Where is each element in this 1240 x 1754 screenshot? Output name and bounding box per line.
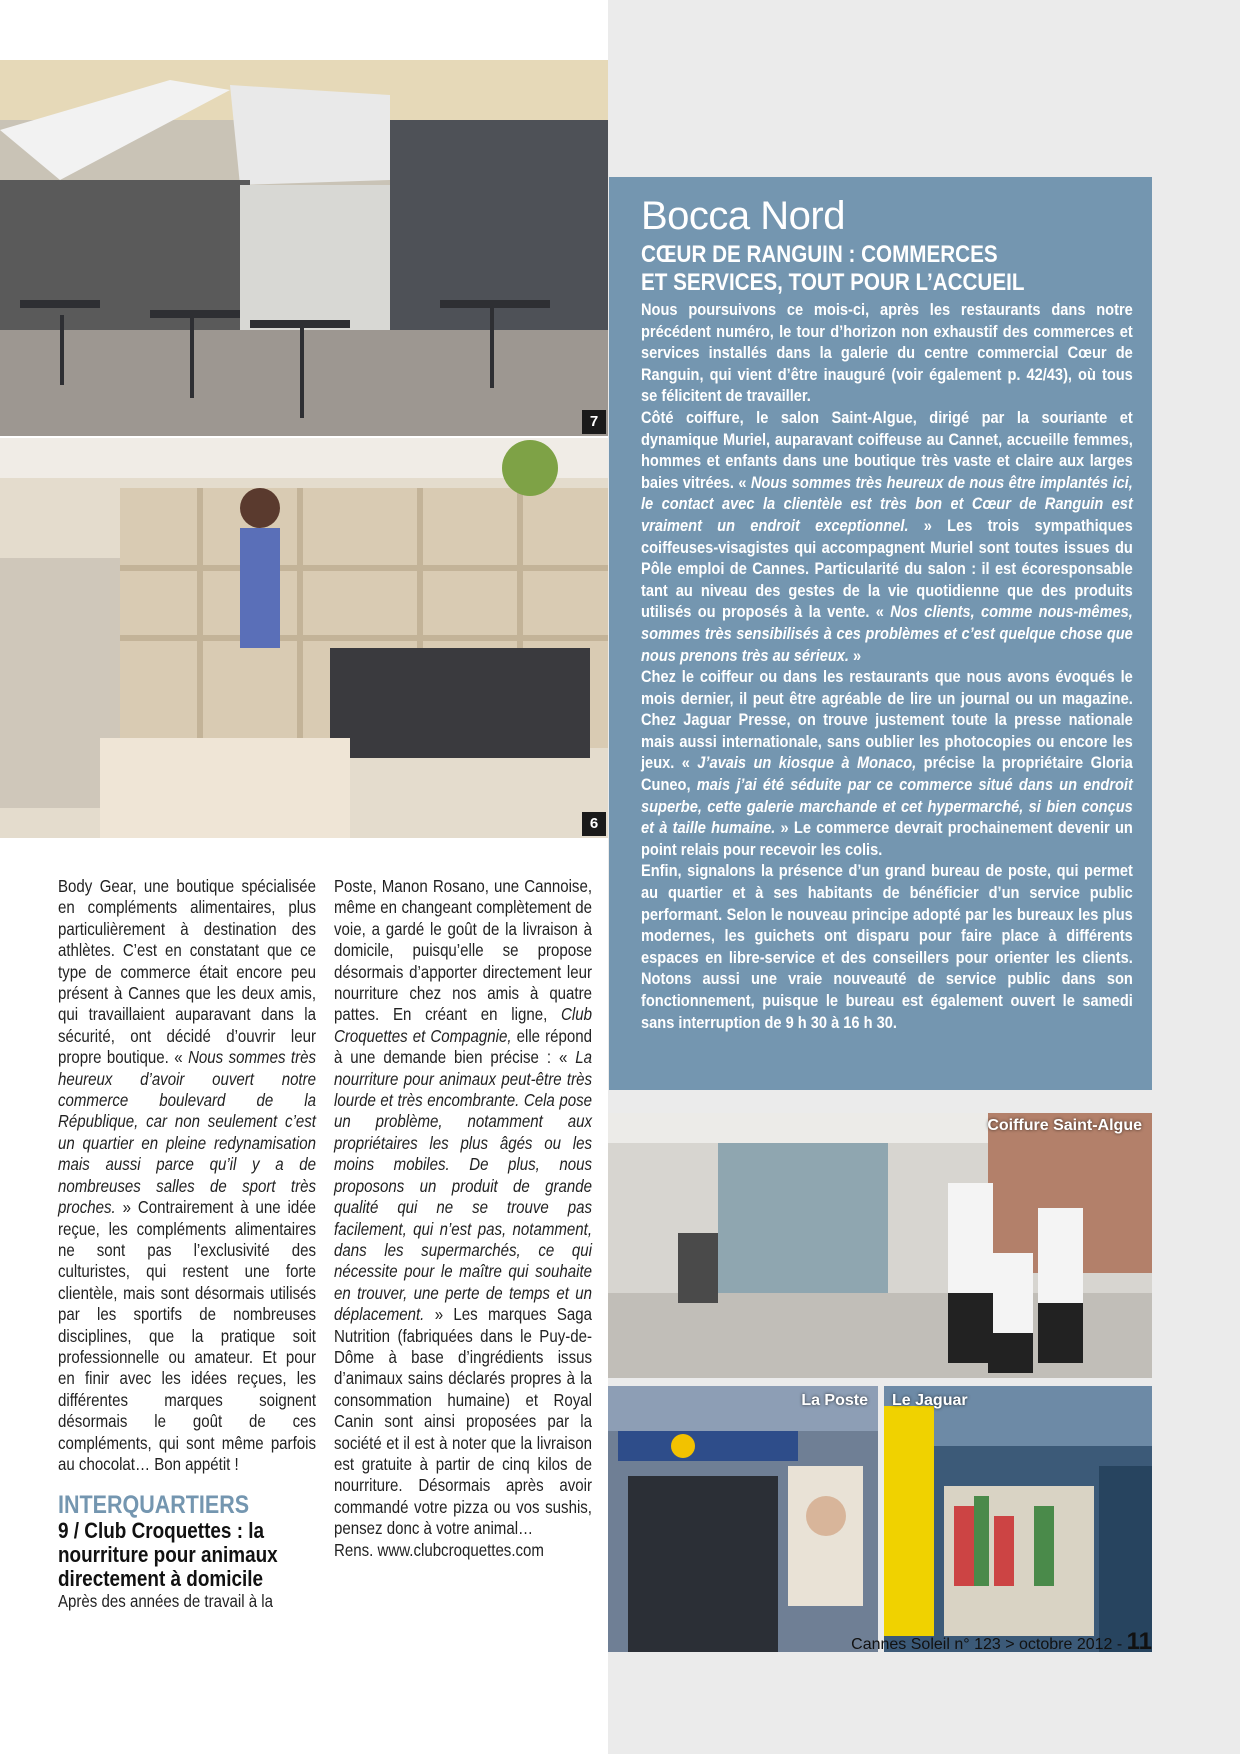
photo-clothing-shop [0,438,608,838]
restaurant-terrace-image [0,60,608,436]
sidebar-paragraph [641,666,1133,860]
footer-separator: > [1000,1636,1019,1653]
photo-la-poste [608,1386,878,1652]
photo-salon-saint-algue [608,1113,1152,1378]
page-number: 11 [1126,1628,1152,1655]
photo-caption: La Poste [801,1392,868,1409]
text-run: » [848,645,862,665]
photo-le-jaguar [884,1386,1152,1652]
quote-run: Nous sommes très heureux de nous être implantés ici, le contact avec la clientèle est très bon et Cœur de Ranguin est vraiment un endroit exceptionnel. [641,472,1133,535]
bocca-nord-sidebar [609,177,1152,1090]
text-run: précise la propriétaire Gloria Cuneo, [641,753,1133,795]
la-poste-image [608,1386,878,1652]
article-paragraph [58,876,316,1475]
sidebar-subtitle-line-2: ET SERVICES, TOUT POUR L’ACCUEIL [641,269,1025,296]
article-paragraph [334,876,592,1540]
photo-caption: Le Jaguar [892,1392,968,1409]
sidebar-paragraph [641,407,1133,666]
clothing-shop-image [0,438,608,838]
article-paragraph: Après des années de travail à la [58,1591,274,1612]
section-title: 9 / Club Croquettes : la nourriture pour animaux directement à domicile [58,1518,278,1592]
publication-date: octobre 2012 - [1019,1636,1127,1653]
sidebar-paragraph: Enfin, signalons la présence d’un grand bureau de poste, qui permet au quartier et à ses habitants de bénéficier d’un service public performant. Selon le nouveau principe adopté par les bureaux les plus modernes, les guichets ont disparu pour faire place à différents espaces en libre-service et des conseillers pour orienter les clients. Notons aussi une vraie nouveauté de service public dans son fonctionnement, puisque le bureau est également ouvert le samedi sans interruption de 9 h 30 à 16 h 30. [641,861,1133,1032]
text-run: » Les marques Saga Nutrition (fabriquées dans le Puy-de-Dôme à base d’ingrédients issus d’animaux sains déclarés propres à la consommation humaine) et Royal Canin sont ainsi proposées par la société et il est à noter que la livraison est gratuite à partir de cinq kilos de nourriture. Désormais après avoir commandé votre pizza ou vos sushis, pensez donc à votre animal… [334,1304,592,1539]
photo-caption: Coiffure Saint-Algue [987,1117,1142,1134]
text-run: Body Gear, une boutique spécialisée en compléments alimentaires, plus particulièrement à destination des athlètes. C’est en constatant que ce type de commerce était encore peu présent à Cannes que les deux amis, qui travaillaient auparavant dans la sécurité, ont décidé d’ouvrir leur propre boutique. « [58,876,316,1068]
quote-run: Nous sommes très heureux d’avoir ouvert notre commerce boulevard de la République, car non seulement c’est un quartier en pleine redynamisation mais aussi parce qu’il y a de nombreuses salles de sport très proches. [58,1047,316,1218]
article-column-1 [58,876,316,1613]
publication-name: Cannes Soleil n° 123 [851,1636,1001,1653]
sidebar-subtitle-line-1: CŒUR DE RANGUIN : COMMERCES [641,241,998,268]
quote-run: J’avais un kiosque à Monaco, [689,753,917,773]
quote-run: Nos clients, comme nous-mêmes, sommes très sensibilisés à ces problèmes et c’est quelque chose que nous prenons très au sérieux. [641,602,1133,665]
quote-run: mais j’ai été séduite par ce commerce situé dans un endroit superbe, cette galerie marchande et cet hypermarché, si bien conçus et à taille humaine. [641,775,1133,838]
page-footer [851,1628,1152,1656]
sidebar-subtitle [641,241,1133,297]
photo-number-badge: 7 [582,410,606,434]
website-reference: Rens. www.clubcroquettes.com [334,1539,544,1560]
italic-run: Club Croquettes et Compagnie, [334,1004,593,1046]
text-run: » Les trois sympathiques coiffeuses-visagistes qui accompagnent Muriel sont toutes issues du Pôle emploi de Cannes. Particularité du salon : il est écoresponsable tant au niveau des gestes de la vie quotidienne que des produits utilisés ou proposés à la vente. « [641,515,1133,622]
sidebar-paragraph: Nous poursuivons ce mois-ci, après les restaurants dans notre précédent numéro, le tour d’horizon non exhaustif des commerces et services installés dans la galerie du centre commercial Cœur de Ranguin, qui vient d’être inauguré (voir également p. 42/43), où tous se félicitent de travailler. [641,300,1133,406]
text-run: Poste, Manon Rosano, une Cannoise, même en changeant complètement de voie, a gardé le goût de la livraison à domicile, puisqu’elle se propose désormais d’apporter directement leur nourriture chez nos amis à quatre pattes. En créant en ligne, [334,876,592,1025]
sidebar-body [641,299,1133,1033]
text-run: Chez le coiffeur ou dans les restaurants que nous avons évoqués le mois dernier, il peut être agréable de lire un journal ou un magazine. Chez Jaguar Presse, on trouve justement toute la presse nationale mais aussi internationale, sans oublier les photocopies ou encore les jeux. « [641,667,1133,773]
text-run: » Contrairement à une idée reçue, les compléments alimentaires ne sont pas l’exclusivité des culturistes, qui restent une forte clientèle, mais sont désormais utilisés par les sportifs de nombreuses disciplines, que la pratique soit professionnelle ou amateur. Et pour en finir avec les idées reçues, les différentes marques soignent désormais le goût de ces compléments, qui sont même parfois au chocolat… Bon appétit ! [58,1197,316,1474]
le-jaguar-image [884,1386,1152,1652]
text-run: » Le commerce devrait prochainement devenir un point relais pour recevoir les colis. [641,818,1133,859]
quote-run: La nourriture pour animaux peut-être très lourde et très encombrante. Cela pose un problème, notamment aux propriétaires les plus âgés ou les moins mobiles. De plus, nous proposons un produit de grande qualité qui ne se trouve pas facilement, qui n’est pas, notamment, dans les supermarchés, ce qui nécessite pour le maître qui souhaite en trouver, une perte de temps et un déplacement. [334,1047,593,1325]
salon-image [608,1113,1152,1378]
sidebar-title: Bocca Nord [641,194,845,238]
article-column-2 [334,876,592,1561]
photo-number-badge: 6 [582,812,606,836]
text-run: elle répond à une demande bien précise : « [334,1025,592,1068]
text-run: Côté coiffure, le salon Saint-Algue, dirigé par la souriante et dynamique Muriel, auparavant coiffeuse au Cannet, accueille femmes, hommes et enfants dans une boutique très vaste et claire aux larges baies vitrées. « [641,407,1133,492]
photo-restaurant-terrace [0,60,608,436]
section-label: INTERQUARTIERS [58,1491,250,1520]
